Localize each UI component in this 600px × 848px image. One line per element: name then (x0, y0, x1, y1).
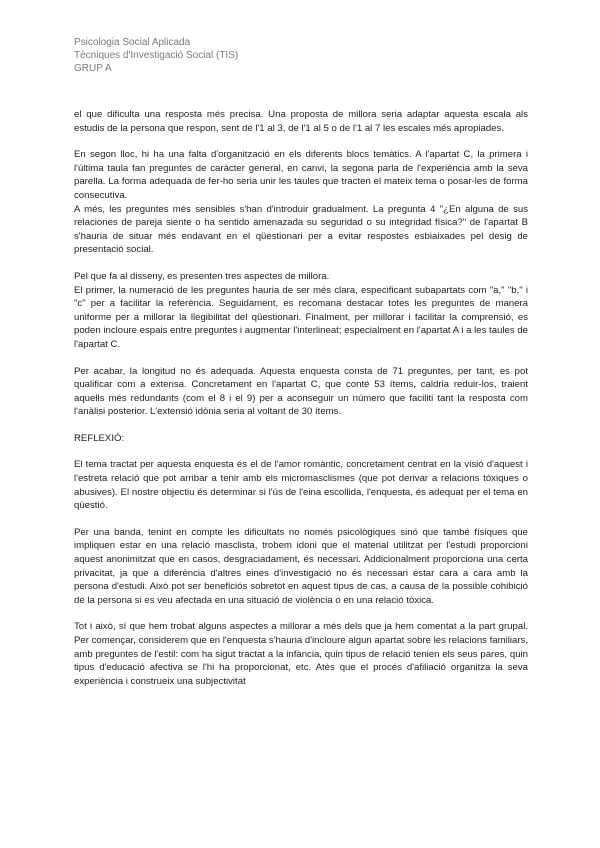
subject-title: Tècniques d'Investigació Social (TIS) (74, 50, 239, 61)
document-body (74, 108, 528, 688)
paragraph-topic: El tema tractat per aquesta enquesta és el de l'amor romàntic, concretament centrat en la visió d'aquest i l'estreta relació que pot arribar a tenir amb els micromasclismes (que pot derivar a relacions tòxiques o abusives). El nostre objectiu és determinar si l'ús de l'eina escollida, l'enquesta, és adequat per el tema en qüestió. (74, 459, 528, 512)
course-title: Psicologia Social Aplicada (74, 37, 191, 48)
document-header (74, 36, 238, 75)
paragraph-improvements: Tot i això, sí que hem trobat alguns aspectes a millorar a més dels que ja hem comentat a la part grupal. Per començar, considerem que en l'enquesta s'hauria d'incloure algun apartat sobre les relacions familiars, amb preguntes de l'estil: com ha sigut tractat a la infància, quin tipus de relació tenien els seus pares, quin tipus d'educació afectiva se l'hi ha proporcionat, etc. Atès que el procés d'afiliació organitza la seva experiència i construeix una subjectivitat (74, 621, 528, 687)
paragraph-scale-proposal: el que dificulta una resposta més precisa. Una proposta de millora seria adaptar aquesta escala als estudis de la persona que respon, sent de l'1 al 3, de l'1 al 5 o de l'1 al 7 les escales més apropiades. (74, 109, 528, 134)
paragraph-design-intro: Pel que fa al disseny, es presenten tres aspectes de millora. (74, 270, 330, 282)
paragraph-sensitive-questions: A més, les preguntes més sensibles s'han d'introduir gradualment. La pregunta 4 "¿En alguna de sus relaciones de pareja siente o ha sentido amenazada su seguridad o su integridad física?" de l'apartat B s'hauria de situar més endavant en el qüestionari per a evitar respostes esbiaixades pel desig de presentació social. (74, 203, 528, 256)
group-label: GRUP A (74, 63, 112, 74)
paragraph-length: Per acabar, la longitud no és adequada. Aquesta enquesta consta de 71 preguntes, per tant, es pot qualificar com a extensa. Concretament en l'apartat C, que conté 53 ítems, caldria reduir-los, traient aquells més redundants (com el 8 i el 9) per a aconseguir un número que faciliti tant la resposta com l'anàlisi posterior. L'extensió idònia seria al voltant de 30 ítems. (74, 365, 528, 418)
section-heading-reflexio: REFLEXIÓ: (74, 432, 125, 444)
paragraph-anonymity: Per una banda, tenint en compte les dificultats no només psicològiques sinó que també físiques que impliquen estar en una relació masclista, trobem idoni que el material utilitzat per l'estudi proporcioni aquest anonimitzat que en casos, desgraciadament, és necessari. Addicionalment proporciona una certa privacitat, ja que a diferència d'altres eines d'investigació no és necessari estar cara a cara amb la persona d'estudi. Això pot ser beneficiós sobretot en aquest tipus de cas, a causa de la possible cohibició de la persona si es veu afectada en una situació de violència o en una relació tòxica. (74, 526, 528, 606)
paragraph-design-details: El primer, la numeració de les preguntes hauria de ser més clara, especificant subapartats com "a," "b," i "c" per a facilitar la referència. Seguidament, es recomana destacar totes les preguntes de manera uniforme per a millorar la llegibilitat del qüestionari. Finalment, per millorar i facilitar la comprensió, es poden incloure espais entre preguntes i augmentar l'interlineat; especialment en l'apartat A i a les taules de l'apartat C. (74, 284, 528, 350)
paragraph-organization: En segon lloc, hi ha una falta d'organització en els diferents blocs temàtics. A l'apartat C, la primera i l'última taula fan preguntes de caràcter general, en canvi, la segona parla de l'experiència amb la seva parella. La forma adequada de fer-ho seria unir les taules que tracten el mateix tema o posar-les de forma consecutiva. (74, 149, 528, 201)
